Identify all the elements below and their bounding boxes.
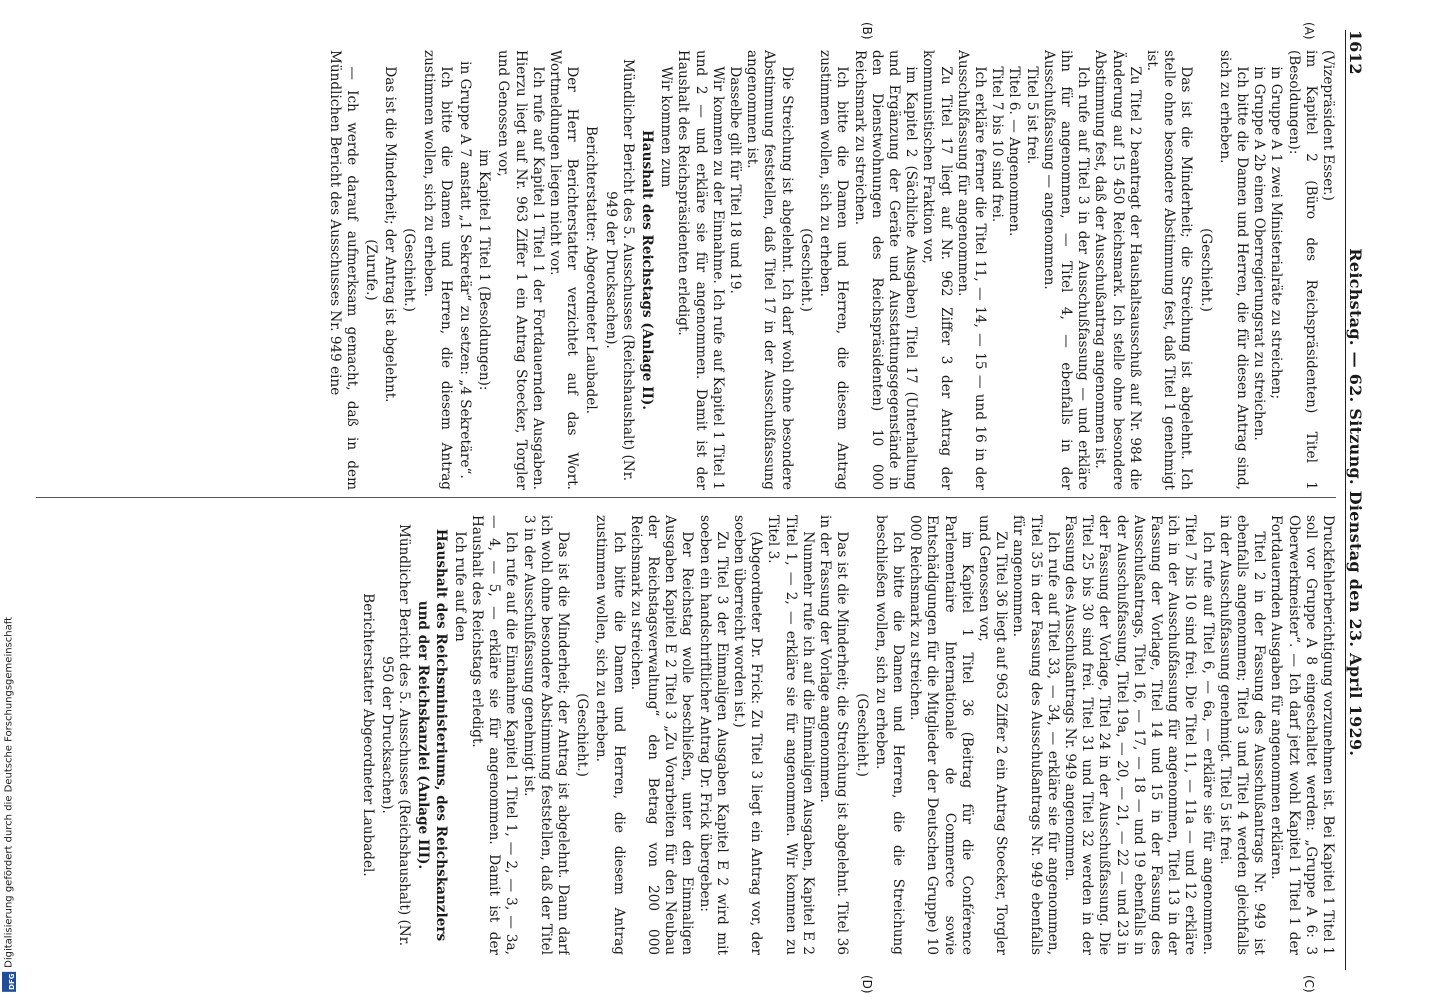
paragraph: Ich rufe auf Titel 3 in der Ausschußfassung — und erkläre ihn für angenommen, — Titel 4, — ebenfalls in der Ausschußfassung — angenommen.: [1040, 50, 1092, 490]
footer-text: Digitalisierung gefördert durch die Deutsche Forschungsgemeinschaft: [3, 617, 15, 968]
paragraph: Haushalt des Reichsministeriums, des Reichskanzlers und der Reichskanzlei (Anlage III).: [415, 528, 449, 942]
paragraph: Ich erkläre ferner die Titel 11, — 14, — 15 — und 16 in der Ausschußfassung für angenommen.: [954, 50, 988, 490]
paragraph: Zu Titel 2 beantragt der Haushaltsausschuß auf Nr. 984 die Änderung auf 15 450 Reichsmark. Ich stelle ohne besondere Abstimmung fest, daß der Ausschußantrag angenommen ist.: [1092, 50, 1143, 490]
paragraph: Ich rufe auf Titel 33, — 34, — erkläre sie für angenommen, Titel 35 in der Fassung des Ausschußantrags Nr. 949 ebenfalls für angenommen.: [1010, 515, 1061, 955]
paragraph: Ich bitte die Damen und Herren, die diesem Antrag zustimmen wollen, sich zu erheben.: [420, 50, 454, 490]
paragraph: Wir kommen zum: [658, 66, 675, 188]
paragraph: Der Reichstag wolle beschließen, unter den Einmaligen Ausgaben Kapitel E 2 Titel 3 „Zu Vorarbeiten für den Neubau der Reichstagsverwaltung“ den Betrag von 200 000 Reichsmark zu streichen.: [627, 515, 696, 955]
paragraph: (Zurufe.): [363, 239, 380, 301]
paragraph: Titel 2 in der Fassung des Ausschußantrags Nr. 949 ist ebenfalls angenommen; Titel 3 und Titel 4 werden gleichfalls in der Ausschußfassung genehmigt. Titel 5 ist frei.: [1216, 515, 1268, 955]
paragraph: (Geschieht.): [853, 693, 870, 777]
paragraph: Die Streichung ist abgelehnt. Ich darf wohl ohne besondere Abstimmung feststellen, daß Titel 17 in der Ausschußfassung angenommen ist.: [744, 50, 795, 490]
paragraph: in Gruppe A 1 zwei Ministerialräte zu streichen;: [1268, 66, 1285, 400]
page-number: 1612: [1346, 30, 1365, 75]
paragraph: (Geschieht.): [574, 693, 591, 777]
paragraph: Ich rufe auf Titel 6, — 6a, — erkläre sie für angenommen. Titel 7 bis 10 sind frei. Die Titel 11, — 11a — und 12 erkläre ich in der Ausschußfassung für angenommen, Titel 13 in der Fassung der Vorlage, Titel 14 und 15 in der Fassung des Ausschußantrags, Titel 16, — 17, — 18 — und 19 ebenfalls in der Ausschußfassung, Titel 19a, — 20, — 21, — 22 — und 23 in der Fassung der Vorlage, Titel 24 in der Ausschußfassung. Die Titel 25 bis 30 sind frei. Titel 31 und Titel 32 werden in der Fassung des Ausschußantrags Nr. 949 angenommen.: [1061, 515, 1216, 955]
paragraph: (Vizepräsident Esser.): [1320, 50, 1336, 201]
paragraph: Zu Titel 17 liegt auf Nr. 962 Ziffer 3 der Antrag der kommunistischen Fraktion vor,: [920, 50, 954, 490]
margin-mark-a: (A): [1302, 22, 1316, 40]
paragraph: Der Herr Berichterstatter verzichtet auf das Wort. Wortmeldungen liegen nicht vor.: [547, 50, 581, 490]
paragraph: Haushalt des Reichstags (Anlage II).: [639, 129, 656, 411]
paragraph: in Gruppe A 7 anstatt „1 Sekretär“ zu setzen: „4 Sekretäre“.: [457, 61, 474, 479]
paragraph: Berichterstatter Abgeordneter Laubadel.: [359, 593, 376, 877]
paragraph: Zu Titel 3 der Einmaligen Ausgaben Kapitel E 2 wird mit soeben ein handschriftlicher Antrag Dr. Frick übergeben:: [696, 515, 730, 955]
column-divider: [36, 497, 1336, 498]
paragraph: im Kapitel 1 Titel 36 (Beitrag für die Conférence Parlementaire Internationale de Commerce sowie Entschädigungen für die Mitglieder der Deutschen Gruppe) 10 000 Reichsmark zu streichen.: [907, 515, 975, 955]
margin-mark-c: (C): [1302, 975, 1316, 993]
paragraph: Ich rufe auf die Einnahme Kapitel 1 Titel 1, — 2, — 3, — 3a, — 4, — 5, — erkläre sie für angenommen. Damit ist der Haushalt des Reichstags erledigt.: [469, 515, 520, 955]
margin-mark-b: (B): [860, 22, 874, 40]
paragraph: — Ich werde darauf aufmerksam gemacht, daß in dem Mündlichen Bericht des Ausschusses Nr. 949 eine: [326, 50, 360, 490]
paragraph: Das ist die Minderheit; der Antrag ist abgelehnt. Dann darf ich wohl ohne besondere Abstimmung feststellen, daß der Titel 3 in der Ausschußfassung genehmigt ist.: [520, 515, 572, 955]
paragraph: Das ist die Minderheit; die Streichung ist abgelehnt. Titel 36 in der Fassung der Vorlage angenommen.: [817, 515, 851, 955]
paragraph: Titel 6. — Angenommen.: [1006, 66, 1023, 237]
paragraph: Zu Titel 36 liegt auf 963 Ziffer 2 ein Antrag Stoecker, Torgler und Genossen vor,: [975, 515, 1010, 955]
paragraph: Ich rufe auf den: [451, 531, 468, 642]
paragraph: Das ist die Minderheit; der Antrag ist abgelehnt.: [382, 66, 399, 403]
paragraph: (Geschieht.): [401, 228, 418, 312]
paragraph: Berichterstatter: Abgeordneter Laubadel.: [583, 125, 600, 415]
paragraph: Ich rufe auf Kapitel 1 Titel 1 der Fortdauernden Ausgaben. Hierzu liegt auf Nr. 963 Ziffer 1 ein Antrag Stoecker, Torgler und Genossen vor,: [495, 50, 546, 490]
paragraph: (Geschieht.): [797, 228, 814, 312]
right-column: [36, 515, 1336, 955]
paragraph: Ich bitte die Damen und Herren, die diesem Antrag zustimmen wollen, sich zu erheben.: [817, 50, 851, 490]
paragraph: im Kapitel 1 Titel 1 (Besoldungen):: [476, 149, 493, 391]
paragraph: im Kapitel 2 (Büro des Reichspräsidenten) Titel 1 (Besoldungen):: [1285, 50, 1319, 490]
paragraph: Mündlicher Bericht des 5. Ausschusses (Reichshaushalt) (Nr. 950 der Drucksachen).: [379, 523, 413, 947]
paragraph: Titel 5 ist frei.: [1023, 66, 1040, 165]
paragraph: (Abgeordneter Dr. Frick: Zu Titel 3 liegt ein Antrag vor, der soeben überreicht worden ist.): [731, 515, 765, 955]
dfg-logo: DFG: [2, 972, 16, 992]
paragraph: in Gruppe A 2b einen Oberregierungsrat zu streichen.: [1251, 66, 1268, 441]
paragraph: Wir kommen zu der Einnahme. Ich rufe auf Kapitel 1 Titel 1 und 2 — und erkläre sie für angenommen. Damit ist der Haushalt des Reichspräsidenten erledigt.: [675, 50, 726, 490]
page-header: [1345, 30, 1374, 970]
paragraph: Mündlicher Bericht des 5. Ausschusses (Reichshaushalt) (Nr. 949 der Drucksachen).: [602, 58, 636, 482]
paragraph: Titel 7 bis 10 sind frei.: [989, 66, 1006, 223]
paragraph: Ich bitte die Damen und Herren, die diesem Antrag zustimmen wollen, sich zu erheben.: [593, 515, 627, 955]
paragraph: Druckfehlerberichtigung vorzunehmen ist. Bei Kapitel 1 Titel 1 soll vor Gruppe A 8 eingeschaltet werden: „Gruppe A 6: 3 Oberwerkmeister“. — Ich darf jetzt wohl Kapitel 1 Titel 1 der Fortdauernden Ausgaben für angenommen erklären.: [1268, 515, 1336, 955]
page-title: Reichstag. — 62. Sitzung. Dienstag den 23. April 1929.: [1346, 248, 1365, 757]
paragraph: Ich bitte die Damen und Herren, die die Streichung beschließen wollen, sich zu erheben.: [872, 515, 906, 955]
paragraph: Das ist die Minderheit; die Streichung ist abgelehnt. Ich stelle ohne besondere Abstimmung fest, daß Titel 1 genehmigt ist.: [1143, 50, 1195, 490]
paragraph: im Kapitel 2 (Sächliche Ausgaben) Titel 17 (Unterhaltung und Ergänzung der Geräte und Ausstattungsgegenstände in den Dienstwohnungen des Reichspräsidenten) 10 000 Reichsmark zu streichen.: [851, 50, 920, 490]
paragraph: Nunmehr rufe ich auf die Einmaligen Ausgaben, Kapitel E 2 Titel 1, — 2, — erkläre sie für angenommen. Wir kommen zu Titel 3.: [765, 515, 816, 955]
paragraph: Dasselbe gilt für Titel 18 und 19.: [727, 66, 744, 294]
paragraph: (Geschieht.): [1197, 228, 1214, 312]
paragraph: Ich bitte die Damen und Herren, die für diesen Antrag sind, sich zu erheben.: [1216, 50, 1250, 490]
margin-mark-d: (D): [860, 975, 874, 994]
left-column: [36, 50, 1336, 490]
